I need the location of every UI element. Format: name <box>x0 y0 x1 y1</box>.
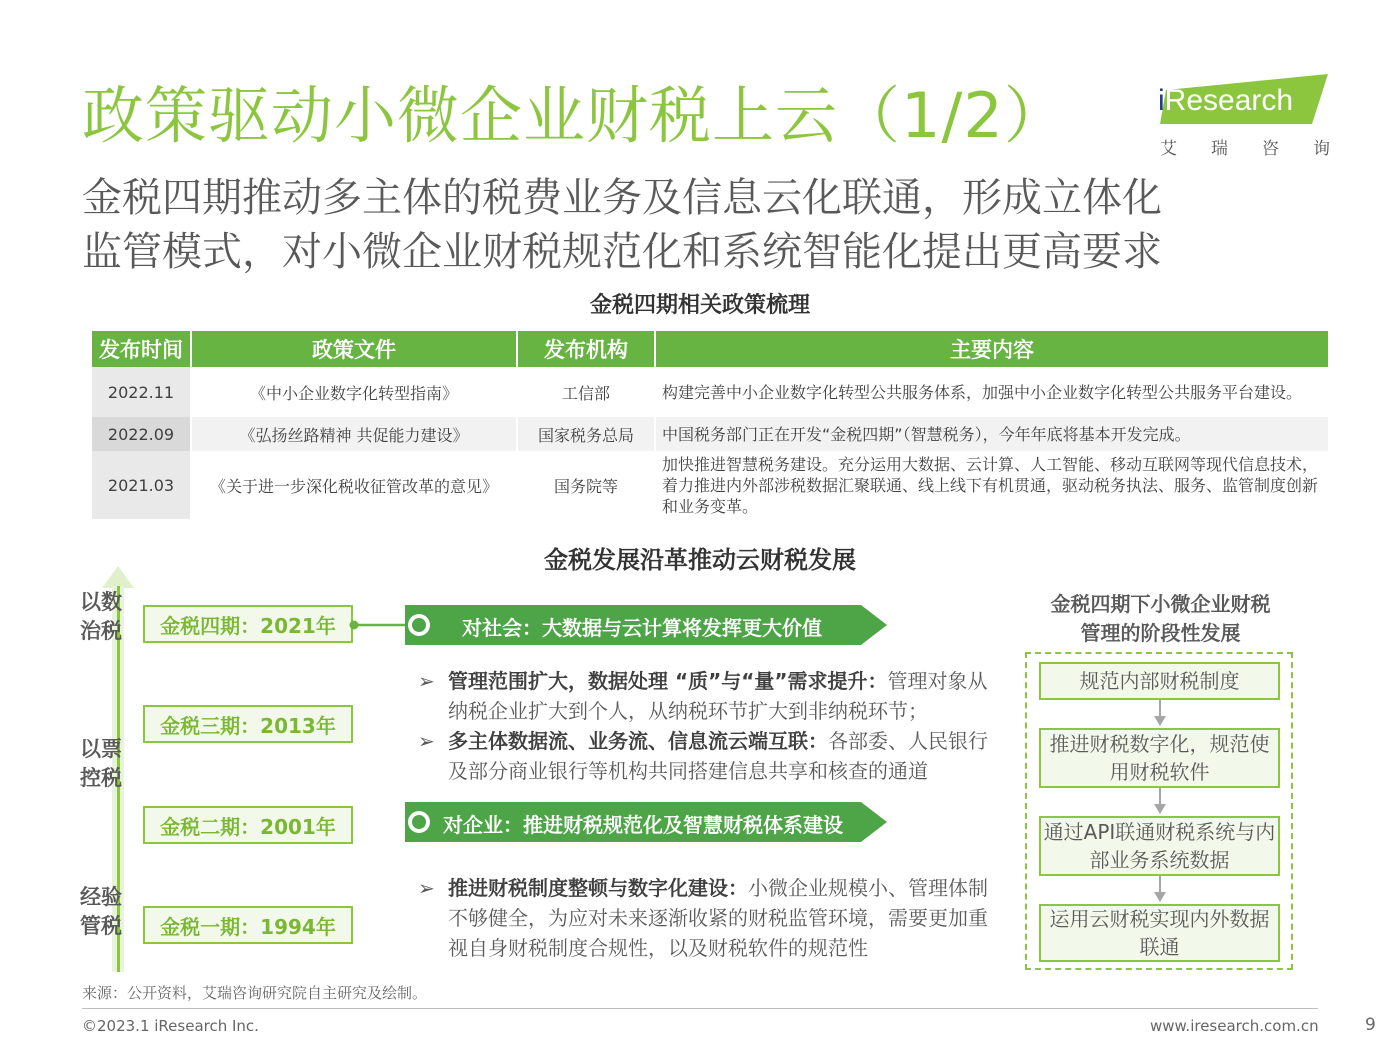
banner-society-text: 对社会：大数据与云计算将发挥更大价值 <box>462 616 822 640</box>
phase-golden-tax-4: 金税四期：2021年 <box>143 605 353 643</box>
policy-table <box>90 331 1330 519</box>
cell-content: 加快推进智慧税务建设。充分运用大数据、云计算、人工智能、移动互联网等现代信息技术，着力推进内外部涉税数据汇聚联通、线上线下有机贯通，驱动税务执法、服务、监管制度创新和业务变革。 <box>662 454 1319 516</box>
cell-doc: 《中小企业数字化转型指南》 <box>249 383 458 403</box>
subtitle-line-2: 监管模式，对小微企业财税规范化和系统智能化提出更高要求 <box>82 229 1162 275</box>
logo-char: 瑞 <box>1211 139 1228 159</box>
page-number: 9 <box>1365 1015 1376 1035</box>
arrow-bullet-icon: ➢ <box>418 876 435 900</box>
subtitle-line-1: 金税四期推动多主体的税费业务及信息云化联通，形成立体化 <box>82 175 1162 221</box>
cell-org: 工信部 <box>561 383 610 403</box>
header-doc: 政策文件 <box>192 331 516 367</box>
header-org: 发布机构 <box>518 331 654 367</box>
era-text: 管税 <box>80 914 122 938</box>
bullet-heading: 推进财税制度整顿与数字化建设： <box>448 876 748 900</box>
down-arrow-icon <box>1150 700 1170 728</box>
stage-step-1: 规范内部财税制度 <box>1039 662 1280 700</box>
era-text: 治税 <box>80 619 122 643</box>
table-header-row <box>92 331 1328 367</box>
header-content: 主要内容 <box>656 331 1328 367</box>
bullet-text: 小微企业规模小、管理体制不够健全，为应对未来逐渐收紧的财税监管环境，需要更加重视自身财税制度合规性，以及财税软件的规范性 <box>448 876 988 960</box>
enterprise-bullets <box>418 873 998 963</box>
bullet-heading: 多主体数据流、业务流、信息流云端互联： <box>448 729 828 753</box>
cell-doc: 《弘扬丝路精神 共促能力建设》 <box>192 417 516 451</box>
bullet-item <box>418 873 998 963</box>
website-link[interactable]: www.iresearch.com.cn <box>1150 1017 1319 1035</box>
logo-chinese <box>1160 134 1330 159</box>
timeline-title: 金税发展沿革推动云财税发展 <box>544 546 856 574</box>
table-row <box>92 417 1328 451</box>
stage-step-3: 通过API联通财税系统与内部业务系统数据 <box>1039 816 1280 876</box>
bullet-item <box>418 726 998 786</box>
logo-char: 艾 <box>1160 139 1177 159</box>
bullet-heading: 管理范围扩大，数据处理 “质”与“量”需求提升： <box>448 669 888 693</box>
era-text: 以票 <box>80 737 122 761</box>
cell-content: 构建完善中小企业数字化转型公共服务体系，加强中小企业数字化转型公共服务平台建设。 <box>662 382 1303 402</box>
banner-enterprise-text: 对企业：推进财税规范化及智慧财税体系建设 <box>443 813 843 837</box>
era-experience-governance <box>80 883 126 941</box>
era-invoice-governance <box>80 735 126 793</box>
stage-panel-title <box>1028 590 1293 648</box>
era-text: 经验 <box>80 885 122 909</box>
bullet-item <box>418 666 998 726</box>
logo-text: Research <box>1164 84 1294 117</box>
phase-connector <box>348 616 408 634</box>
stage-step-2: 推进财税数字化，规范使用财税软件 <box>1039 728 1280 788</box>
table-row <box>92 451 1328 519</box>
society-bullets <box>418 666 998 786</box>
arrow-bullet-icon: ➢ <box>418 669 435 693</box>
cell-content: 中国税务部门正在开发“金税四期”（智慧税务），今年年底将基本开发完成。 <box>656 417 1328 451</box>
phase-golden-tax-2: 金税二期：2001年 <box>143 806 353 844</box>
cell-date: 2022.11 <box>92 367 190 417</box>
copyright: ©2023.1 iResearch Inc. <box>82 1017 259 1035</box>
bullet-text: 管理对象从纳税企业扩大到个人，从纳税环节扩大到非纳税环节； <box>448 669 988 723</box>
era-text: 以数 <box>80 590 122 614</box>
source-note: 来源：公开资料，艾瑞咨询研究院自主研究及绘制。 <box>82 984 428 1002</box>
page-title: 政策驱动小微企业财税上云（1/2） <box>82 79 1067 152</box>
stage-title-line: 金税四期下小微企业财税 <box>1050 592 1271 616</box>
logo-char: 询 <box>1313 139 1330 159</box>
stage-title-line: 管理的阶段性发展 <box>1080 621 1241 645</box>
logo-i: i <box>1158 84 1165 117</box>
cell-org: 国家税务总局 <box>518 417 654 451</box>
stage-step-4: 运用云财税实现内外数据联通 <box>1039 904 1280 962</box>
table-row <box>92 367 1328 417</box>
phase-golden-tax-3: 金税三期：2013年 <box>143 705 353 743</box>
footer-divider <box>82 1008 1318 1009</box>
era-text: 控税 <box>80 766 122 790</box>
phase-golden-tax-1: 金税一期：1994年 <box>143 906 353 944</box>
arrow-bullet-icon: ➢ <box>418 729 435 753</box>
header-date: 发布时间 <box>92 331 190 367</box>
logo-char: 咨 <box>1262 139 1279 159</box>
table-title: 金税四期相关政策梳理 <box>589 293 810 318</box>
cell-doc: 《关于进一步深化税收征管改革的意见》 <box>209 476 498 496</box>
down-arrow-icon <box>1150 876 1170 904</box>
down-arrow-icon <box>1150 788 1170 816</box>
cell-date: 2021.03 <box>92 451 190 519</box>
era-data-governance <box>80 588 126 646</box>
cell-date: 2022.09 <box>92 417 190 451</box>
axis-arrowhead <box>102 566 134 588</box>
logo <box>1158 84 1293 118</box>
bullet-text: 各部委、人民银行及部分商业银行等机构共同搭建信息共享和核查的通道 <box>448 729 988 783</box>
cell-org: 国务院等 <box>553 476 618 496</box>
